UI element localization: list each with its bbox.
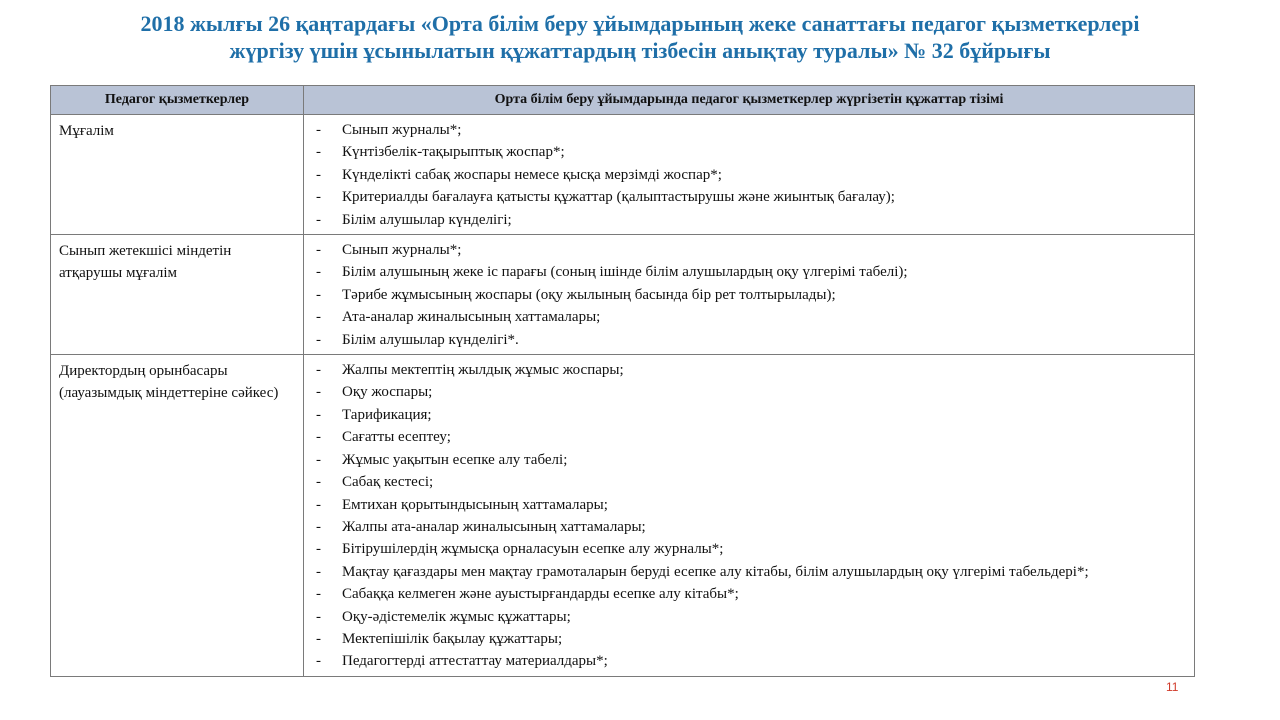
list-item: - Мектепішілік бақылау құжаттары; — [304, 628, 1186, 650]
slide-title — [20, 10, 1260, 64]
list-item: - Тарификация; — [304, 404, 1186, 426]
documents-list — [304, 239, 1186, 351]
staff-role-cell: Сынып жетекшісі міндетін атқарушы мұғалім — [51, 235, 304, 355]
table-row — [51, 355, 1195, 677]
list-item: - Сабақ кестесі; — [304, 471, 1186, 493]
list-item: - Сынып журналы*; — [304, 239, 1186, 261]
list-item: - Жалпы мектептің жылдық жұмыс жоспары; — [304, 359, 1186, 381]
list-item: - Оқу-әдістемелік жұмыс құжаттары; — [304, 606, 1186, 628]
list-item: - Күнделікті сабақ жоспары немесе қысқа мерзімді жоспар*; — [304, 164, 1186, 186]
page-number: 11 — [1166, 680, 1179, 694]
documents-cell — [304, 355, 1195, 677]
list-item: - Жалпы ата-аналар жиналысының хаттамалары; — [304, 516, 1186, 538]
list-item: - Педагогтерді аттестаттау материалдары*; — [304, 650, 1186, 672]
list-item: - Тәрибе жұмысының жоспары (оқу жылының басында бір рет толтырылады); — [304, 284, 1186, 306]
list-item: - Сағатты есептеу; — [304, 426, 1186, 448]
documents-list — [304, 359, 1186, 673]
documents-list — [304, 119, 1186, 231]
list-item: - Күнтізбелік-тақырыптық жоспар*; — [304, 141, 1186, 163]
list-item: - Білім алушылар күнделігі*. — [304, 329, 1186, 351]
slide-title-line-2: жүргізу үшін ұсынылатын құжаттардың тізбесін анықтау туралы» № 32 бұйрығы — [229, 38, 1051, 63]
staff-role-cell: Мұғалім — [51, 115, 304, 235]
documents-cell — [304, 115, 1195, 235]
table-body — [51, 115, 1195, 677]
list-item: - Білім алушының жеке іс парағы (соның ішінде білім алушылардың оқу үлгерімі табелі); — [304, 261, 1186, 283]
list-item: - Оқу жоспары; — [304, 381, 1186, 403]
list-item: - Сабаққа келмеген және ауыстырғандарды есепке алу кітабы*; — [304, 583, 1186, 605]
documents-cell — [304, 235, 1195, 355]
header-staff: Педагог қызметкерлер — [51, 86, 304, 115]
list-item: - Емтихан қорытындысының хаттамалары; — [304, 494, 1186, 516]
list-item: - Бітірушілердің жұмысқа орналасуын есепке алу журналы*; — [304, 538, 1186, 560]
list-item: - Білім алушылар күнделігі; — [304, 209, 1186, 231]
slide-title-line-1: 2018 жылғы 26 қаңтардағы «Орта білім беру ұйымдарының жеке санаттағы педагог қызметкерлері — [140, 11, 1140, 36]
list-item: - Критериалды бағалауға қатысты құжаттар (қалыптастырушы және жиынтық бағалау); — [304, 186, 1186, 208]
list-item: - Жұмыс уақытын есепке алу табелі; — [304, 449, 1186, 471]
list-item: - Ата-аналар жиналысының хаттамалары; — [304, 306, 1186, 328]
header-documents: Орта білім беру ұйымдарында педагог қызметкерлер жүргізетін құжаттар тізімі — [304, 86, 1195, 115]
table-row — [51, 115, 1195, 235]
staff-role-cell: Директордың орынбасары (лауазымдық міндеттеріне сәйкес) — [51, 355, 304, 677]
table-header-row — [51, 86, 1195, 115]
list-item: - Мақтау қағаздары мен мақтау грамоталарын беруді есепке алу кітабы, білім алушылардың оқу үлгерімі табельдері*; — [304, 561, 1186, 583]
table-row — [51, 235, 1195, 355]
list-item: - Сынып журналы*; — [304, 119, 1186, 141]
documents-table — [50, 85, 1195, 677]
